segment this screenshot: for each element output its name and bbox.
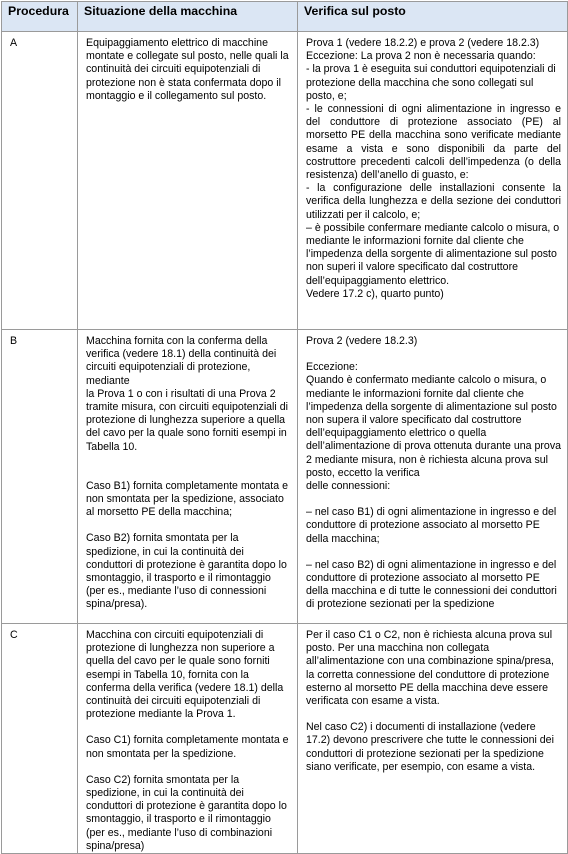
header-situazione: Situazione della macchina: [78, 2, 298, 32]
verification-cell-a: [298, 32, 568, 330]
verification-b-line-5: delle connessioni:: [306, 480, 391, 493]
situation-b-spacer: [86, 467, 291, 480]
verification-cell-b: [298, 330, 568, 624]
situation-cell-c: [78, 624, 298, 854]
table-row-a: [2, 32, 568, 330]
table-row-c: [2, 624, 568, 854]
verification-c-spacer: [306, 708, 561, 721]
situation-c-spacer: [86, 761, 291, 774]
verification-a-line-7: Vedere 17.2 c), quarto punto): [306, 287, 444, 300]
verification-b-spacer: [306, 493, 561, 506]
procedure-code-c: C: [2, 624, 78, 854]
situation-c-case-c1: Caso C1) fornita completamente montata e non smontata per la spedizione.: [86, 734, 289, 760]
verification-b-line-1: Prova 2 (vedere 18.2.3): [306, 335, 418, 347]
situation-b-case-b1: Caso B1) fornita completamente montata e non smontata per la spedizione, associato al morsetto PE della macchina;: [86, 479, 288, 519]
verification-b-spacer: [306, 348, 561, 361]
procedure-code-b: B: [2, 330, 78, 624]
verification-a-line-3: - la prova 1 è eseguita sui conduttori equipotenziali di protezione della macchina che sono collegati sul posto, e;: [306, 63, 556, 102]
verification-b-case-b2: – nel caso B2) di ogni alimentazione in ingresso e del conduttore di protezione associato al morsetto PE della macchina e di tutte le connessioni dei conduttori di protezione sezionati per la spedizione: [306, 558, 557, 611]
verification-cell-c: [298, 624, 568, 854]
verification-b-line-3: Eccezione:: [306, 361, 358, 374]
situation-b-spacer: [86, 454, 291, 467]
verification-a-line-4: - le connessioni di ogni alimentazione in ingresso e del conduttore di protezione associato (PE) al morsetto PE della macchina sono verificate mediante esame a vista e sono disponibili da parte del costruttore precedenti calcoli dell’impedenza (o della resistenza) dell’anello di guasto, e:: [306, 103, 561, 182]
header-verifica: Verifica sul posto: [298, 2, 568, 32]
procedure-code-a: A: [2, 32, 78, 330]
table-header-row: [2, 2, 568, 32]
situation-cell-a: [78, 32, 298, 330]
verification-procedures-table: [1, 1, 568, 854]
situation-cell-b: [78, 330, 298, 624]
verification-a-line-6: – è possibile confermare mediante calcolo o misura, o mediante le informazioni fornite dal cliente che l’impedenza della sorgente di alimentazione sul posto non superi il valore specificato dal costruttore dell’equipaggiamento elettrico.: [306, 221, 560, 287]
verification-c-case-c2: Nel caso C2) i documenti di installazione (vedere 17.2) devono prescrivere che tutte le connessioni dei conduttori di protezione sezionati per la spedizione siano verificate, per esempio, con esame a vista.: [306, 721, 554, 773]
situation-c-line-1: Macchina con circuiti equipotenziali di protezione di lunghezza non superiore a quella del cavo per le quale sono forniti esempi in Tabella 10, fornita con la conferma della verifica (vedere 18.1) della continuità dei circuiti equipotenziali di protezione mediante la Prova 1.: [86, 629, 284, 721]
verification-a-line-5: - la configurazione delle installazioni consente la verifica della lunghezza e della sezione dei conduttori utilizzati per il calcolo, e;: [306, 182, 561, 221]
verification-b-line-4: Quando è confermato mediante calcolo o misura, o mediante le informazioni fornite dal cliente che l’impedenza della sorgente di alimentazione sul posto non supera il valore specificato dal costruttore dell’equipaggiamento elettrico o quella dell’alimentazione di prova ottenuta durante una prova 2 mediante misura, non è richiesta alcuna prova sul posto, eccetto la verifica: [306, 374, 562, 479]
situation-b-line-1: Macchina fornita con la conferma della verifica (vedere 18.1) della continuità dei circuiti equipotenziali di protezione, mediante: [86, 335, 277, 387]
verification-c-line-1: Per il caso C1 o C2, non è richiesta alcuna prova sul posto. Per una macchina non collegata all’alimentazione con una combinazione spina/presa, la corretta connessione del conduttore di protezione esterno al morsetto PE della macchina deve essere verificata con esame a vista.: [306, 629, 554, 708]
situation-b-case-b2: Caso B2) fornita smontata per la spedizione, in cui la continuità dei conduttori di protezione è garantita dopo lo smontaggio, il trasporto e il rimontaggio (per es., mediante l’uso di connessioni spina/presa).: [86, 532, 287, 611]
situation-a-text: Equipaggiamento elettrico di macchine montate e collegate sul posto, nelle quali la continuità dei circuiti equipotenziali di protezione non è stata confermata dopo il montaggio e il collegamento sul posto.: [86, 37, 289, 102]
situation-b-spacer: [86, 519, 291, 532]
verification-b-spacer: [306, 546, 561, 559]
header-procedura: Procedura: [2, 2, 78, 32]
situation-c-case-c2: Caso C2) fornita smontata per la spedizione, in cui la continuità dei conduttori di protezione è garantita dopo lo smontaggio, il trasporto e il rimontaggio (per es., mediante l’uso di combinazioni spina/presa): [86, 773, 287, 852]
verification-b-case-b1: – nel caso B1) di ogni alimentazione in ingresso e del conduttore di protezione associato al morsetto PE della macchina;: [306, 506, 557, 545]
verification-a-line-2: Eccezione: La prova 2 non è necessaria quando:: [306, 50, 536, 63]
situation-b-line-2: la Prova 1 o con i risultati di una Prova 2 tramite misura, con circuiti equipotenziali di protezione di lunghezza superiore a quella del cavo per la quale sono forniti esempi in Tabella 10.: [86, 387, 288, 453]
table-row-b: [2, 330, 568, 624]
verification-a-line-1: Prova 1 (vedere 18.2.2) e prova 2 (vedere 18.2.3): [306, 37, 540, 49]
situation-c-spacer: [86, 721, 291, 734]
